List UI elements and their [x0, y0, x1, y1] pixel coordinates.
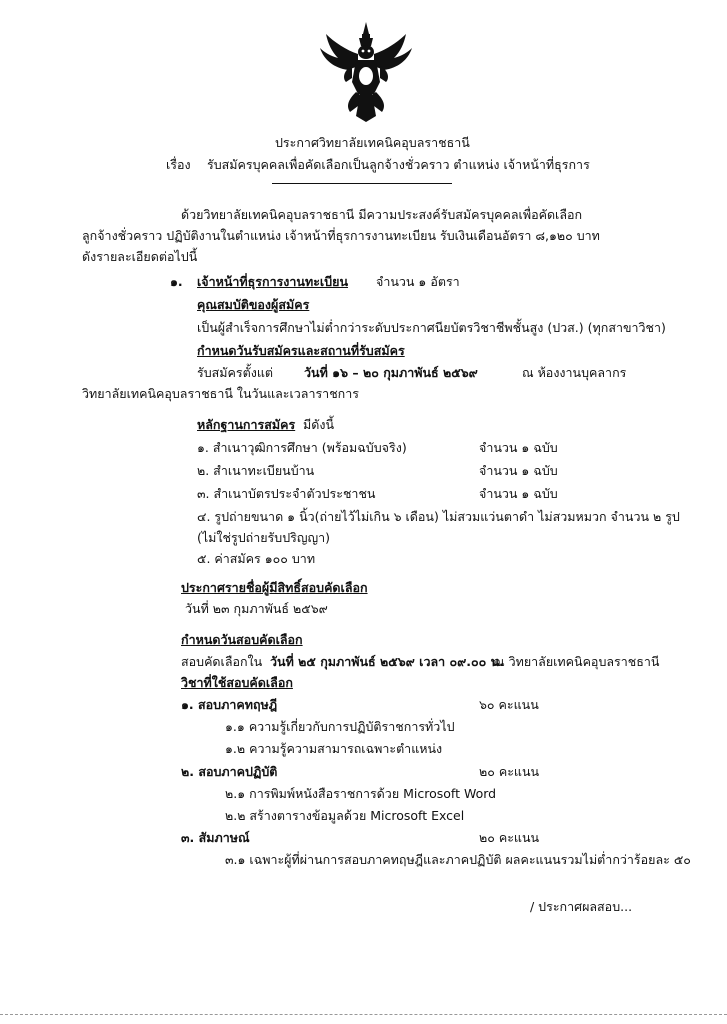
interview-title: ๓. สัมภาษณ์	[181, 830, 250, 845]
theory-score: ๖๐ คะแนน	[479, 697, 539, 712]
position-title: เจ้าหน้าที่ธุรการงานทะเบียน	[197, 274, 349, 289]
scan-edge	[0, 1014, 727, 1015]
exam-date-heading: กำหนดวันสอบคัดเลือก	[181, 632, 303, 647]
announcement-heading: ประกาศรายชื่อผู้มีสิทธิ์สอบคัดเลือก	[181, 580, 368, 595]
interview-item: ๓.๑ เฉพาะผู้ที่ผ่านการสอบภาคทฤษฎีและภาคปฏิบัติ ผลคะแนนรวมไม่ต่ำกว่าร้อยละ ๕๐	[225, 852, 691, 867]
application-place: ณ ห้องงานบุคลากร	[522, 365, 627, 380]
garuda-emblem-icon	[318, 20, 414, 124]
evidence-photo-line-1: ๔. รูปถ่ายขนาด ๑ นิ้ว(ถ่ายไว้ไม่เกิน ๖ เดือน) ไม่สวมแว่นตาดำ ไม่สวมหมวก จำนวน ๒ รูป	[197, 509, 680, 524]
application-date: วันที่ ๑๖ – ๒๐ กุมภาพันธ์ ๒๕๖๙	[304, 365, 478, 380]
document-title: ประกาศวิทยาลัยเทคนิคอุบลราชธานี	[275, 135, 470, 150]
application-line-2: วิทยาลัยเทคนิคอุบลราชธานี ในวันและเวลาราชการ	[82, 386, 359, 401]
practice-title: ๒. สอบภาคปฏิบัติ	[181, 764, 278, 779]
practice-score: ๒๐ คะแนน	[479, 764, 540, 779]
application-prefix: รับสมัครตั้งแต่	[197, 365, 273, 380]
evidence-fee: ๕. ค่าสมัคร ๑๐๐ บาท	[197, 551, 316, 566]
exam-date-place: ณ วิทยาลัยเทคนิคอุบลราชธานี	[493, 654, 660, 669]
interview-score: ๒๐ คะแนน	[479, 830, 540, 845]
continued-marker: / ประกาศผลสอบ...	[530, 899, 633, 914]
qualification-heading: คุณสมบัติของผู้สมัคร	[197, 297, 310, 312]
evidence-item-qty: จำนวน ๑ ฉบับ	[479, 486, 558, 501]
practice-item: ๒.๒ สร้างตารางข้อมูลด้วย Microsoft Excel	[225, 808, 465, 823]
intro-line-3: ดังรายละเอียดต่อไปนี้	[82, 249, 198, 264]
evidence-item: ๑. สำเนาวุฒิการศึกษา (พร้อมฉบับจริง)	[197, 440, 407, 455]
exam-date-value: วันที่ ๒๕ กุมภาพันธ์ ๒๕๖๙ เวลา ๐๙.๐๐ น.	[270, 654, 504, 669]
evidence-photo-line-2: (ไม่ใช่รูปถ่ายรับปริญญา)	[197, 530, 331, 545]
subjects-heading: วิชาที่ใช้สอบคัดเลือก	[181, 675, 293, 690]
evidence-heading: หลักฐานการสมัคร	[197, 417, 296, 432]
intro-line-1: ด้วยวิทยาลัยเทคนิคอุบลราชธานี มีความประสงค์รับสมัครบุคคลเพื่อคัดเลือก	[181, 207, 583, 222]
exam-date-prefix: สอบคัดเลือกใน	[181, 654, 263, 669]
subject-text: รับสมัครบุคคลเพื่อคัดเลือกเป็นลูกจ้างชั่วคราว ตำแหน่ง เจ้าหน้าที่ธุรการ	[207, 157, 590, 172]
position-number: ๑.	[170, 274, 183, 289]
announcement-date: วันที่ ๒๓ กุมภาพันธ์ ๒๕๖๙	[185, 601, 328, 616]
evidence-item: ๒. สำเนาทะเบียนบ้าน	[197, 463, 315, 478]
theory-item: ๑.๒ ความรู้ความสามารถเฉพาะตำแหน่ง	[225, 741, 443, 756]
evidence-item: ๓. สำเนาบัตรประจำตัวประชาชน	[197, 486, 376, 501]
evidence-heading-suffix: มีดังนี้	[303, 417, 335, 432]
subject-label: เรื่อง	[166, 157, 191, 172]
practice-item: ๒.๑ การพิมพ์หนังสือราชการด้วย Microsoft Word	[225, 786, 497, 801]
qualification-text: เป็นผู้สำเร็จการศึกษาไม่ต่ำกว่าระดับประกาศนียบัตรวิชาชีพชั้นสูง (ปวส.) (ทุกสาขาวิชา)	[197, 320, 666, 335]
theory-title: ๑. สอบภาคทฤษฎี	[181, 697, 278, 712]
position-quota: จำนวน ๑ อัตรา	[376, 274, 460, 289]
evidence-item-qty: จำนวน ๑ ฉบับ	[479, 440, 558, 455]
title-divider	[272, 183, 452, 184]
evidence-item-qty: จำนวน ๑ ฉบับ	[479, 463, 558, 478]
theory-item: ๑.๑ ความรู้เกี่ยวกับการปฏิบัติราชการทั่วไป	[225, 719, 455, 734]
application-heading: กำหนดวันรับสมัครและสถานที่รับสมัคร	[197, 343, 405, 358]
intro-line-2: ลูกจ้างชั่วคราว ปฏิบัติงานในตำแหน่ง เจ้าหน้าที่ธุรการงานทะเบียน รับเงินเดือนอัตรา ๘,๑๒๐ บาท	[82, 228, 600, 243]
